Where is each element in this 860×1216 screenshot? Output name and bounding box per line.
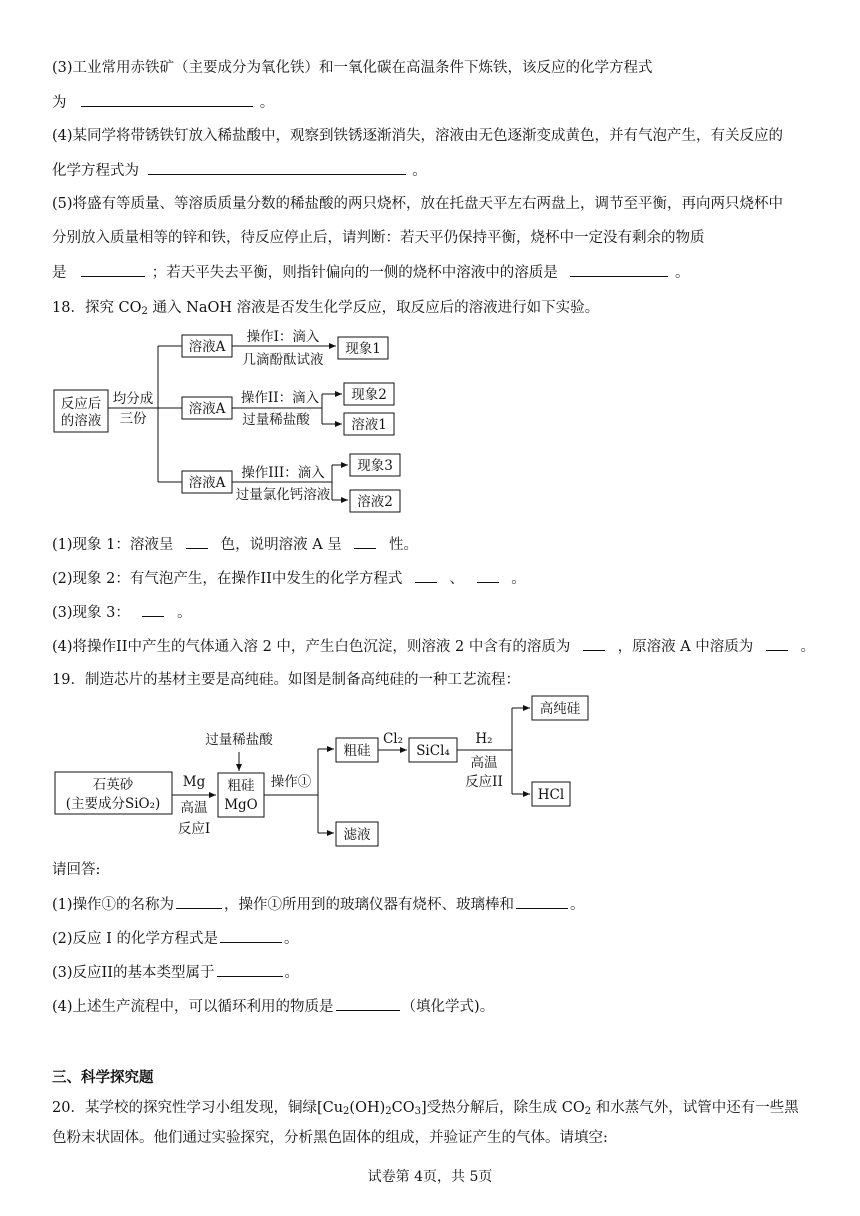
solution-a-label: 溶液A <box>188 475 226 491</box>
q20-line1 <box>52 1098 799 1118</box>
page-footer: 试卷第 4页，共 5页 <box>367 1169 493 1185</box>
label: (2)现象 2：有气泡产生，在操作II中发生的化学方程式 <box>52 571 403 587</box>
label: (3)反应II的基本类型属于 <box>52 965 215 981</box>
label: ]受热分解后，除生成 CO <box>421 1100 585 1116</box>
op3-label-2: 过量氯化钙溶液 <box>235 487 331 503</box>
quartz-label-1: 石英砂 <box>92 777 134 793</box>
label: ；若天平失去平衡，则指针偏向的一侧的烧杯中溶液中的溶质是 <box>151 265 558 281</box>
subscript: 3 <box>414 1106 422 1117</box>
subscript: 2 <box>584 1106 592 1117</box>
label: CO <box>391 1100 415 1116</box>
split-label-1: 均分成 <box>112 391 154 407</box>
reaction-1-label: 反应I <box>177 821 211 837</box>
label: (1)操作①的名称为 <box>52 897 175 913</box>
answer-blank[interactable] <box>336 996 400 1011</box>
hcl-label: HCl <box>537 787 565 803</box>
mixture-label-2: MgO <box>224 797 258 813</box>
op1-label-2: 几滴酚酞试液 <box>242 352 324 368</box>
q19-part4 <box>52 996 494 1017</box>
label: 。 <box>674 265 690 281</box>
label: 为 <box>52 95 67 111</box>
solution-1-label: 溶液1 <box>351 417 387 433</box>
q17-part5-line1: (5)将盛有等质量、等溶质质量分数的稀盐酸的两只烧杯，放在托盘天平左右两盘上，调节至平衡，再向两只烧杯中 <box>52 196 784 212</box>
subscript: 2 <box>141 306 148 317</box>
q17-part3-line1: (3)工业常用赤铁矿（主要成分为氧化铁）和一氧化碳在高温条件下炼铁，该反应的化学方程式 <box>52 60 653 76</box>
label: （填化学式)。 <box>401 999 495 1015</box>
q17-part5-line2: 分别放入质量相等的锌和铁，待反应停止后，请判断：若天平仍保持平衡，烧杯中一定没有剩余的物质 <box>52 230 705 246</box>
solution-a-label: 溶液A <box>188 339 226 355</box>
solution-a-label: 溶液A <box>188 401 226 417</box>
label: 。 <box>511 571 526 587</box>
q20-line2: 色粉末状固体。他们通过实验探究，分析黑色固体的组成，并验证产生的气体。请填空: <box>52 1130 608 1146</box>
start-label-1: 反应后 <box>60 396 102 412</box>
label: (4)上述生产流程中，可以循环利用的物质是 <box>52 999 334 1015</box>
label: 和水蒸气外，试管中还有一些黑 <box>591 1100 799 1116</box>
label: 。 <box>177 605 192 621</box>
pure-si-label: 高纯硅 <box>539 701 581 717</box>
split-label-2: 三份 <box>119 411 147 427</box>
mixture-label-1: 粗硅 <box>227 778 255 794</box>
op2-label-1: 操作II：滴入 <box>240 390 320 406</box>
label: 。 <box>800 639 816 655</box>
start-label-2: 的溶液 <box>60 413 102 429</box>
op3-label-1: 操作III：滴入 <box>241 465 325 481</box>
q19-part1 <box>52 894 585 915</box>
high-temp-label: 高温 <box>180 800 208 816</box>
phenomenon-1-label: 现象1 <box>345 341 381 357</box>
q19-part3 <box>52 962 299 983</box>
subscript: 2 <box>343 1106 350 1117</box>
q19-stem: 19．制造芯片的基材主要是高纯硅。如图是制备高纯硅的一种工艺流程： <box>52 672 520 688</box>
excess-hcl-label: 过量稀盐酸 <box>205 732 273 748</box>
label: (4)将操作II中产生的气体通入溶 2 中，产生白色沉淀，则溶液 2 中含有的溶质为 <box>52 639 571 655</box>
answer-blank[interactable] <box>516 894 568 909</box>
crude-si-label: 粗硅 <box>343 743 371 759</box>
q17-part4-line1: (4)某同学将带锈铁钉放入稀盐酸中，观察到铁锈逐渐消失，溶液由无色逐渐变成黄色，并有气泡产生，有关反应的 <box>52 128 784 144</box>
label: 。 <box>570 897 585 913</box>
filtrate-label: 滤液 <box>343 827 371 843</box>
cl2-label: Cl₂ <box>382 731 404 747</box>
quartz-label-2: (主要成分SiO₂) <box>65 796 161 812</box>
label: 。 <box>412 163 427 179</box>
label: ，原溶液 A 中溶质为 <box>617 639 754 655</box>
label: 18．探究 CO <box>52 300 142 316</box>
answer-blank[interactable] <box>220 928 282 943</box>
reaction-2-label: 反应II <box>465 774 503 790</box>
label: 。 <box>284 965 299 981</box>
label: (OH) <box>349 1100 386 1116</box>
label: (3)现象 3： <box>52 605 130 621</box>
label: (1)现象 1：溶液呈 <box>52 537 174 553</box>
op2-label-2: 过量稀盐酸 <box>242 412 310 428</box>
label: ，操作①所用到的玻璃仪器有烧杯、玻璃棒和 <box>224 897 515 913</box>
phenomenon-3-label: 现象3 <box>357 458 393 474</box>
q19-ask: 请回答: <box>52 862 101 878</box>
label: 性。 <box>389 537 419 553</box>
answer-blank[interactable] <box>176 894 222 909</box>
label: 是 <box>52 265 67 281</box>
h2-label: H₂ <box>475 731 493 747</box>
label: 。 <box>259 95 275 111</box>
mg-label: Mg <box>182 774 206 790</box>
label: 通入 NaOH 溶液是否发生化学反应，取反应后的溶液进行如下实验。 <box>147 300 600 316</box>
answer-blank[interactable] <box>217 962 283 977</box>
label: 、 <box>449 571 465 587</box>
sicl4-label: SiCl₄ <box>416 743 450 759</box>
solution-2-label: 溶液2 <box>357 494 393 510</box>
label: 化学方程式为 <box>52 163 139 179</box>
op1-label-1: 操作I：滴入 <box>246 329 320 345</box>
label: 。 <box>284 931 299 947</box>
phenomenon-2-label: 现象2 <box>351 387 387 403</box>
subscript: 2 <box>385 1106 392 1117</box>
label: 20．某学校的探究性学习小组发现，铜绿[Cu <box>52 1100 344 1116</box>
section-heading: 三、科学探究题 <box>52 1069 154 1086</box>
label: 色，说明溶液 A 呈 <box>220 537 342 553</box>
q19-part2 <box>52 928 299 949</box>
operation-1-label: 操作① <box>270 774 312 790</box>
high-temp-2-label: 高温 <box>470 755 498 771</box>
label: (2)反应 I 的化学方程式是 <box>52 931 218 947</box>
